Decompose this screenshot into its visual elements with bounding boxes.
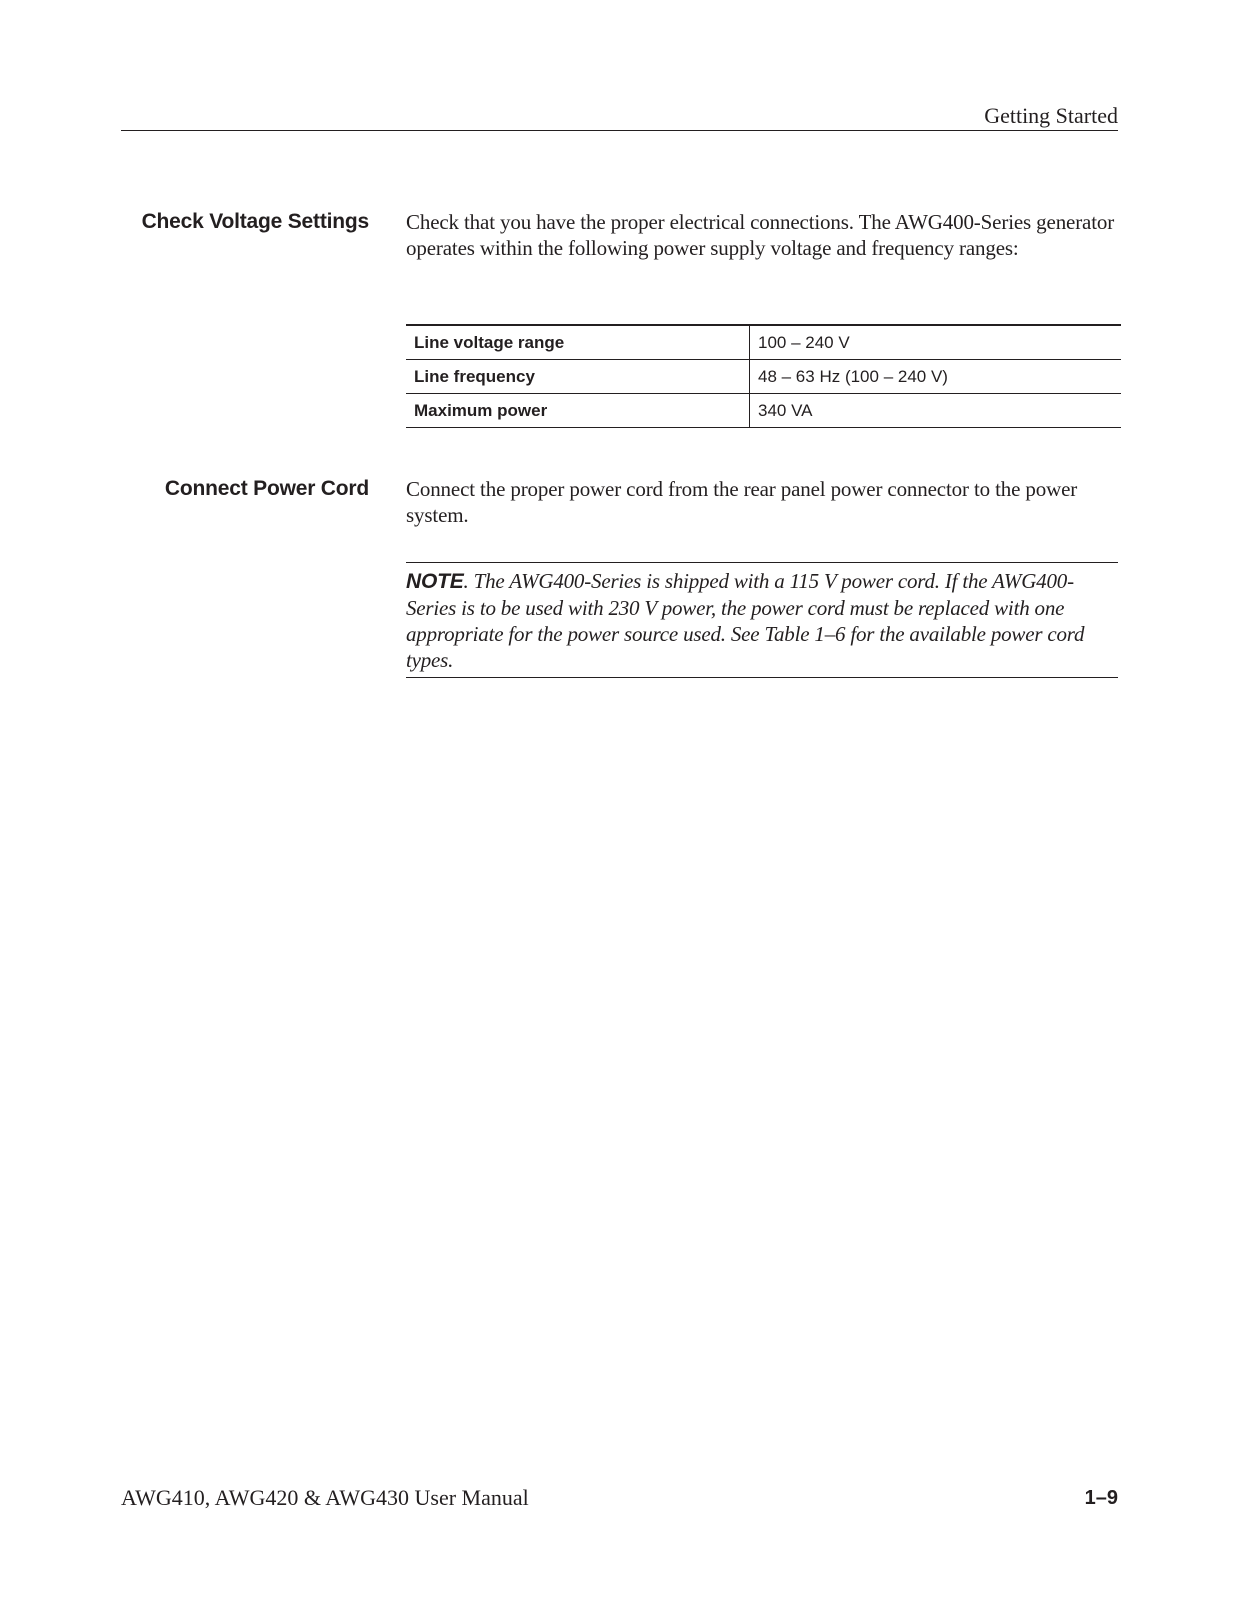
page-number: 1–9 — [1084, 1487, 1118, 1509]
table-row — [406, 360, 1121, 394]
table-cell-value: 48 – 63 Hz (100 – 240 V) — [750, 360, 1122, 394]
table-cell-label: Maximum power — [406, 394, 750, 428]
section-body-connect-power: Connect the proper power cord from the rear panel power connector to the power system. — [406, 477, 1078, 527]
table-cell-label: Line frequency — [406, 360, 750, 394]
section-heading-connect-power: Connect Power Cord — [164, 477, 369, 500]
table-row — [406, 325, 1121, 360]
table-cell-label: Line voltage range — [414, 332, 565, 352]
note-label: NOTE — [406, 570, 464, 593]
footer-manual-title: AWG410, AWG420 & AWG430 User Manual — [121, 1485, 529, 1510]
power-spec-table — [406, 324, 1121, 428]
table-cell-value: 340 VA — [750, 394, 1122, 428]
table-cell-value: 100 – 240 V — [750, 325, 1122, 360]
running-head: Getting Started — [984, 103, 1118, 128]
note-box — [406, 562, 1118, 678]
table-row — [406, 394, 1121, 428]
header-rule — [121, 130, 1118, 131]
section-body-check-voltage: Check that you have the proper electrical connections. The AWG400-Series generator operates within the following power supply voltage and frequency ranges: — [406, 210, 1115, 260]
section-heading-check-voltage: Check Voltage Settings — [141, 210, 369, 233]
note-text: . The AWG400-Series is shipped with a 115 V power cord. If the AWG400-Series is to be used with 230 V power, the power cord must be replaced with one appropriate for the power source used. See Table 1–6 for the available power cord types. — [406, 569, 1085, 672]
